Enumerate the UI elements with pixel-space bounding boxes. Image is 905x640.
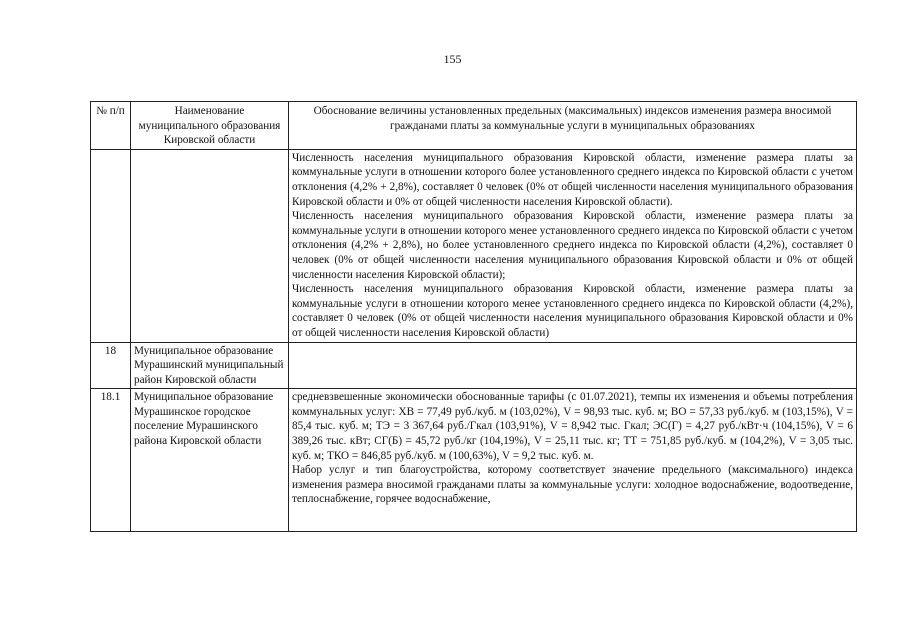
row-num: 18 (91, 342, 131, 389)
row-justification (289, 342, 857, 389)
header-num: № п/п (91, 102, 131, 150)
paragraph: Набор услуг и тип благоустройства, которому соответствует значение предельного (максимального) индекса изменения размера вносимой гражданами платы за коммунальные услуги: холодное водоснабжение, водоотведение, теплоснабжение, горячее водоснабжение, (292, 464, 853, 506)
row-justification (289, 149, 857, 342)
table-row (91, 342, 857, 389)
paragraph: Численность населения муниципального образования Кировской области, изменение размера платы за коммунальные услуги в отношении которого менее установленного среднего индекса по Кировской области (4,2%), составляет 0 человек (0% от общей численности населения муниципального образования Кировской области и 0% от общей численности населения Кировской области) (292, 283, 853, 339)
paragraph: Численность населения муниципального образования Кировской области, изменение размера платы за коммунальные услуги в отношении которого менее установленного среднего индекса по Кировской области с учетом отклонения (4,2% + 2,8%), но более установленного среднего индекса по Кировской области (4,2%), составляет 0 человек (0% от общей численности населения муниципального образования Кировской области и 0% от общей численности населения Кировской области); (292, 210, 853, 281)
table-header-row (91, 102, 857, 150)
row-num: 18.1 (91, 389, 131, 532)
header-municipality: Наименование муниципального образования Кировской области (131, 102, 289, 150)
row-num (91, 149, 131, 342)
paragraph: средневзвешенные экономически обоснованные тарифы (с 01.07.2021), темпы их изменения и объемы потребления коммунальных услуг: ХВ = 77,49 руб./куб. м (103,02%), V = 98,93 тыс. куб. м; ВО = 57,33 руб./куб. м (103,15%), V = 85,4 тыс. куб. м; ТЭ = 3 367,64 руб./Гкал (103,91%), V = 8,942 тыс. Гкал; ЭС(Г) = 4,27 руб./кВт·ч (104,15%), V = 6 389,26 тыс. кВт; СГ(Б) = 45,72 руб./кг (104,19%), V = 25,11 тыс. кг; ТТ = 751,85 руб./куб. м (104,2%), V = 3,05 тыс. куб. м; ТКО = 846,85 руб./куб. м (100,63%), V = 9,2 тыс. куб. м. (292, 391, 853, 462)
row-justification (289, 389, 857, 532)
row-municipality: Муниципальное образование Мурашинский муниципальный район Кировской области (131, 342, 289, 389)
table-row (91, 389, 857, 532)
row-municipality (131, 149, 289, 342)
paragraph: Численность населения муниципального образования Кировской области, изменение размера платы за коммунальные услуги в отношении которого более установленного среднего индекса по Кировской области с учетом отклонения (4,2% + 2,8%), составляет 0 человек (0% от общей численности населения муниципального образования Кировской области и 0% от общей численности населения Кировской области). (292, 151, 853, 208)
header-justification: Обоснование величины установленных предельных (максимальных) индексов изменения размера вносимой гражданами платы за коммунальные услуги в муниципальных образованиях (289, 102, 857, 150)
page-number: 155 (443, 52, 462, 66)
table-row (91, 149, 857, 342)
tariff-justification-table (90, 101, 857, 532)
row-municipality: Муниципальное образование Мурашинское городское поселение Мурашинского района Кировской области (131, 389, 289, 532)
